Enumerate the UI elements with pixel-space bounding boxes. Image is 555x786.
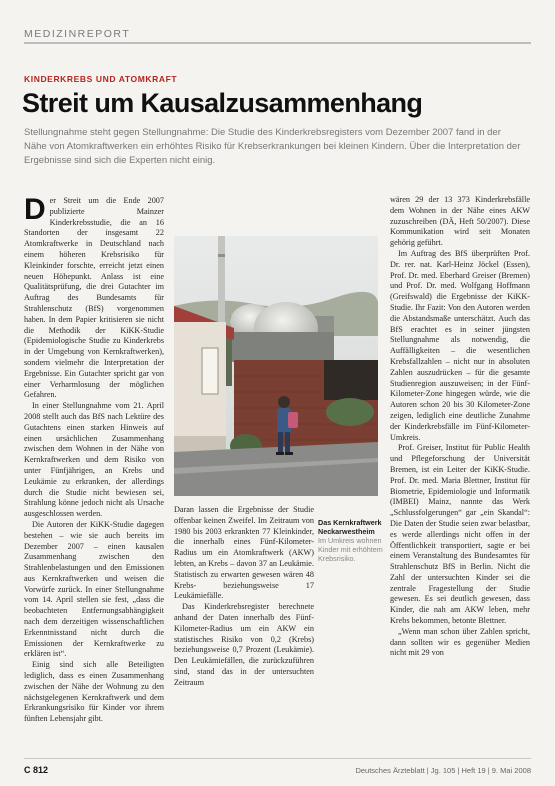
paragraph	[24, 196, 164, 401]
paragraph: Daran lassen die Ergebnisse der Studie offenbar keinen Zweifel. Im Zeitraum von 1980 bis 2003 erkrankten 77 Kleinkinder, die innerhalb eines Fünf-Kilometer-Radius um ein Atomkraftwerk (AKW) lebten, an Krebs – davon 37 an Leukämie. Statistisch zu erwarten gewesen wären 48 Krebs- beziehungsweise 17 Leukämiefälle.	[174, 505, 314, 601]
paragraph: Die Autoren der KiKK-Studie dagegen bestehen – wie sie auch bereits im Dezember 2007 – einen kausalen Zusammenhang zwischen den Strahlenbelastungen und den Emissionen aus Kernkraftwerken und weisen die Vorwürfe zurück. In einer Stellungnahme vom 14. April stellen sie fest, „dass die beobachteten Entfernungsabhängigkeit nach dem derzeitigen wissenschaftlichen Erkenntnisstand nicht durch die Emissionen der Kernkraftwerke zu erklären ist“.	[24, 519, 164, 659]
dropcap: D	[24, 196, 46, 226]
paragraph: In einer Stellungnahme vom 21. April 2008 stellt auch das BfS nach Lektüre des Gutachtens einen starken Hinweis auf einen ursächlichen Zusammenhang zwischen dem Wohnen in der Nähe von Kernkraftwerken und dem Risiko von unter Fünfjährigen, an Krebs und Leukämie zu erkranken, der allerdings durch die Studie nicht bewiesen sei, Strahlung könne jedoch nicht als Ursache ausgeschlossen werden.	[24, 401, 164, 519]
article-lead: Stellungnahme steht gegen Stellungnahme: Die Studie des Kinderkrebsregisters vom Dezember 2007 fand in der Nähe von Atomkraftwerken ein erhöhtes Risiko für Krebserkrankungen bei kleinen Kindern. Über die Interpretation der Ergebnisse sind sich die Experten nicht einig.	[24, 127, 521, 166]
caption-text: Im Umkreis wohnen Kinder mit erhöhtem Krebsrisiko.	[318, 536, 383, 563]
paragraph: „Wenn man schon über Zahlen spricht, dann sollten wir es gegenüber Medien nicht mit 29 von	[390, 626, 530, 658]
article-column-2	[174, 505, 314, 748]
article-photo	[174, 236, 378, 496]
article-kicker: KINDERKREBS UND ATOMKRAFT	[24, 74, 178, 84]
power-plant-photo	[174, 236, 378, 496]
paragraph: Prof. Greiser, Institut für Public Health und Pflegeforschung der Universität Bremen, ist ein Leiter der KiKK-Studie. Prof. Dr. med. Maria Blettner, Institut für Biometrie, Epidemiologie und Informatik (IMBEI) Mainz, nannte das Werk „Schlussfolgerungen“ gar „ein Skandal“: Die Daten der Studie seien zwar belastbar, es werde allerdings nicht offen in der Öffentlichkeit transportiert, sagte er bei einem Veranstaltung des Bundesamtes für Strahlenschutz BfS in Berlin. Nicht die Zahl der untersuchten Kinder sei die zentrale Fragestellung der Studie gewesen. Es sei deutlich gewesen, dass Kinder, die nah am AKW leben, mehr Krebs bekommen, betonte Blettner.	[390, 443, 530, 626]
footer-source: Deutsches Ärzteblatt | Jg. 105 | Heft 19 | 9. Mai 2008	[355, 766, 531, 775]
article-column-1	[24, 196, 164, 748]
article-title: Streit um Kausalzusammenhang	[22, 88, 423, 118]
paragraph: Einig sind sich alle Beteiligten lediglich, dass es einen Zusammenhang zwischen der Nähe der Wohnung zu den nächstgelegenen Kernkraftwerk und dem Erkrankungsrisiko für Kinder vor ihrem fünften Lebensjahr gibt.	[24, 660, 164, 724]
photo-caption	[318, 518, 384, 563]
footer-rule	[24, 758, 531, 759]
paragraph: Im Auftrag des BfS überprüften Prof. Dr. rer. nat. Karl-Heinz Jöckel (Essen), Prof. Dr. med. Eberhard Greiser (Bremen) und Prof. Dr. med. Wolfgang Hoffmann (Greifswald) die Ergebnisse der KiKK-Studie. Ihr Fazit: Von den Autoren werden die Abstandsmaße unterschätzt. Auch das BfS erachtet es in seiner jüngsten Stellungnahme als notwendig, die Auffälligkeiten – die wesentlichen Krebsfallzahlen – nicht nur in absoluten Zahlen auszudrücken – für die gesamte Studienregion auszuweisen; in der Fünf-Kilometer-Zone hingegen würde, wie die Autoren schon 20 bis 30 Kilometer-Zone zeigen, lediglich eine deutliche Zunahme der Kinderkrebsfälle im Fünf-Kilometer-Umkreis.	[390, 248, 530, 442]
page-number: C 812	[24, 765, 49, 775]
section-rule	[24, 42, 531, 44]
article-column-3	[390, 195, 530, 747]
paragraph-text: er Streit um die Ende 2007 publizierte Mainzer Kinderkrebsstudie, die an 16 Standorten der insgesamt 22 Atomkraftwerke in Deutschland nach einem höheren Krebsrisiko für Kleinkinder forschte, erreicht jetzt einen neuen Höhepunkt. Anlass ist eine Qualitätsprüfung, die drei Gutachter im Auftrag des Bundesamts für Strahlenschutz (BfS) vorgenommen haben. In dem Papier kritisieren sie nicht die Methodik der KiKK-Studie (Epidemiologische Studie zu Kinderkrebs in der Umgebung von Kernkraftwerken), sondern vielmehr die Interpretation der Ergebnisse. Ein Gutachter spricht gar von einer Verharmlosung der möglichen Gefahren.	[24, 196, 164, 400]
caption-title: Das Kernkraftwerk Neckarwestheim	[318, 518, 382, 536]
section-label: MEDIZINREPORT	[24, 28, 131, 40]
paragraph: Das Kinderkrebsregister berechnete anhand der Daten innerhalb des Fünf-Kilometer-Radius um ein AKW ein statistisches Risiko von 0,2 (Krebs) beziehungsweise 0,7 Prozent (Leukämie). Den Leukämiefällen, die zurückzuführen sind, stand das in der untersuchten Zeitraum	[174, 602, 314, 687]
paragraph: wären 29 der 13 373 Kinderkrebsfälle dem Wohnen in der Nähe eines AKW zuzuschreiben (DÄ, Heft 50/2007). Diese Kommunikation wird seit Monaten gehörig geführt.	[390, 195, 530, 248]
